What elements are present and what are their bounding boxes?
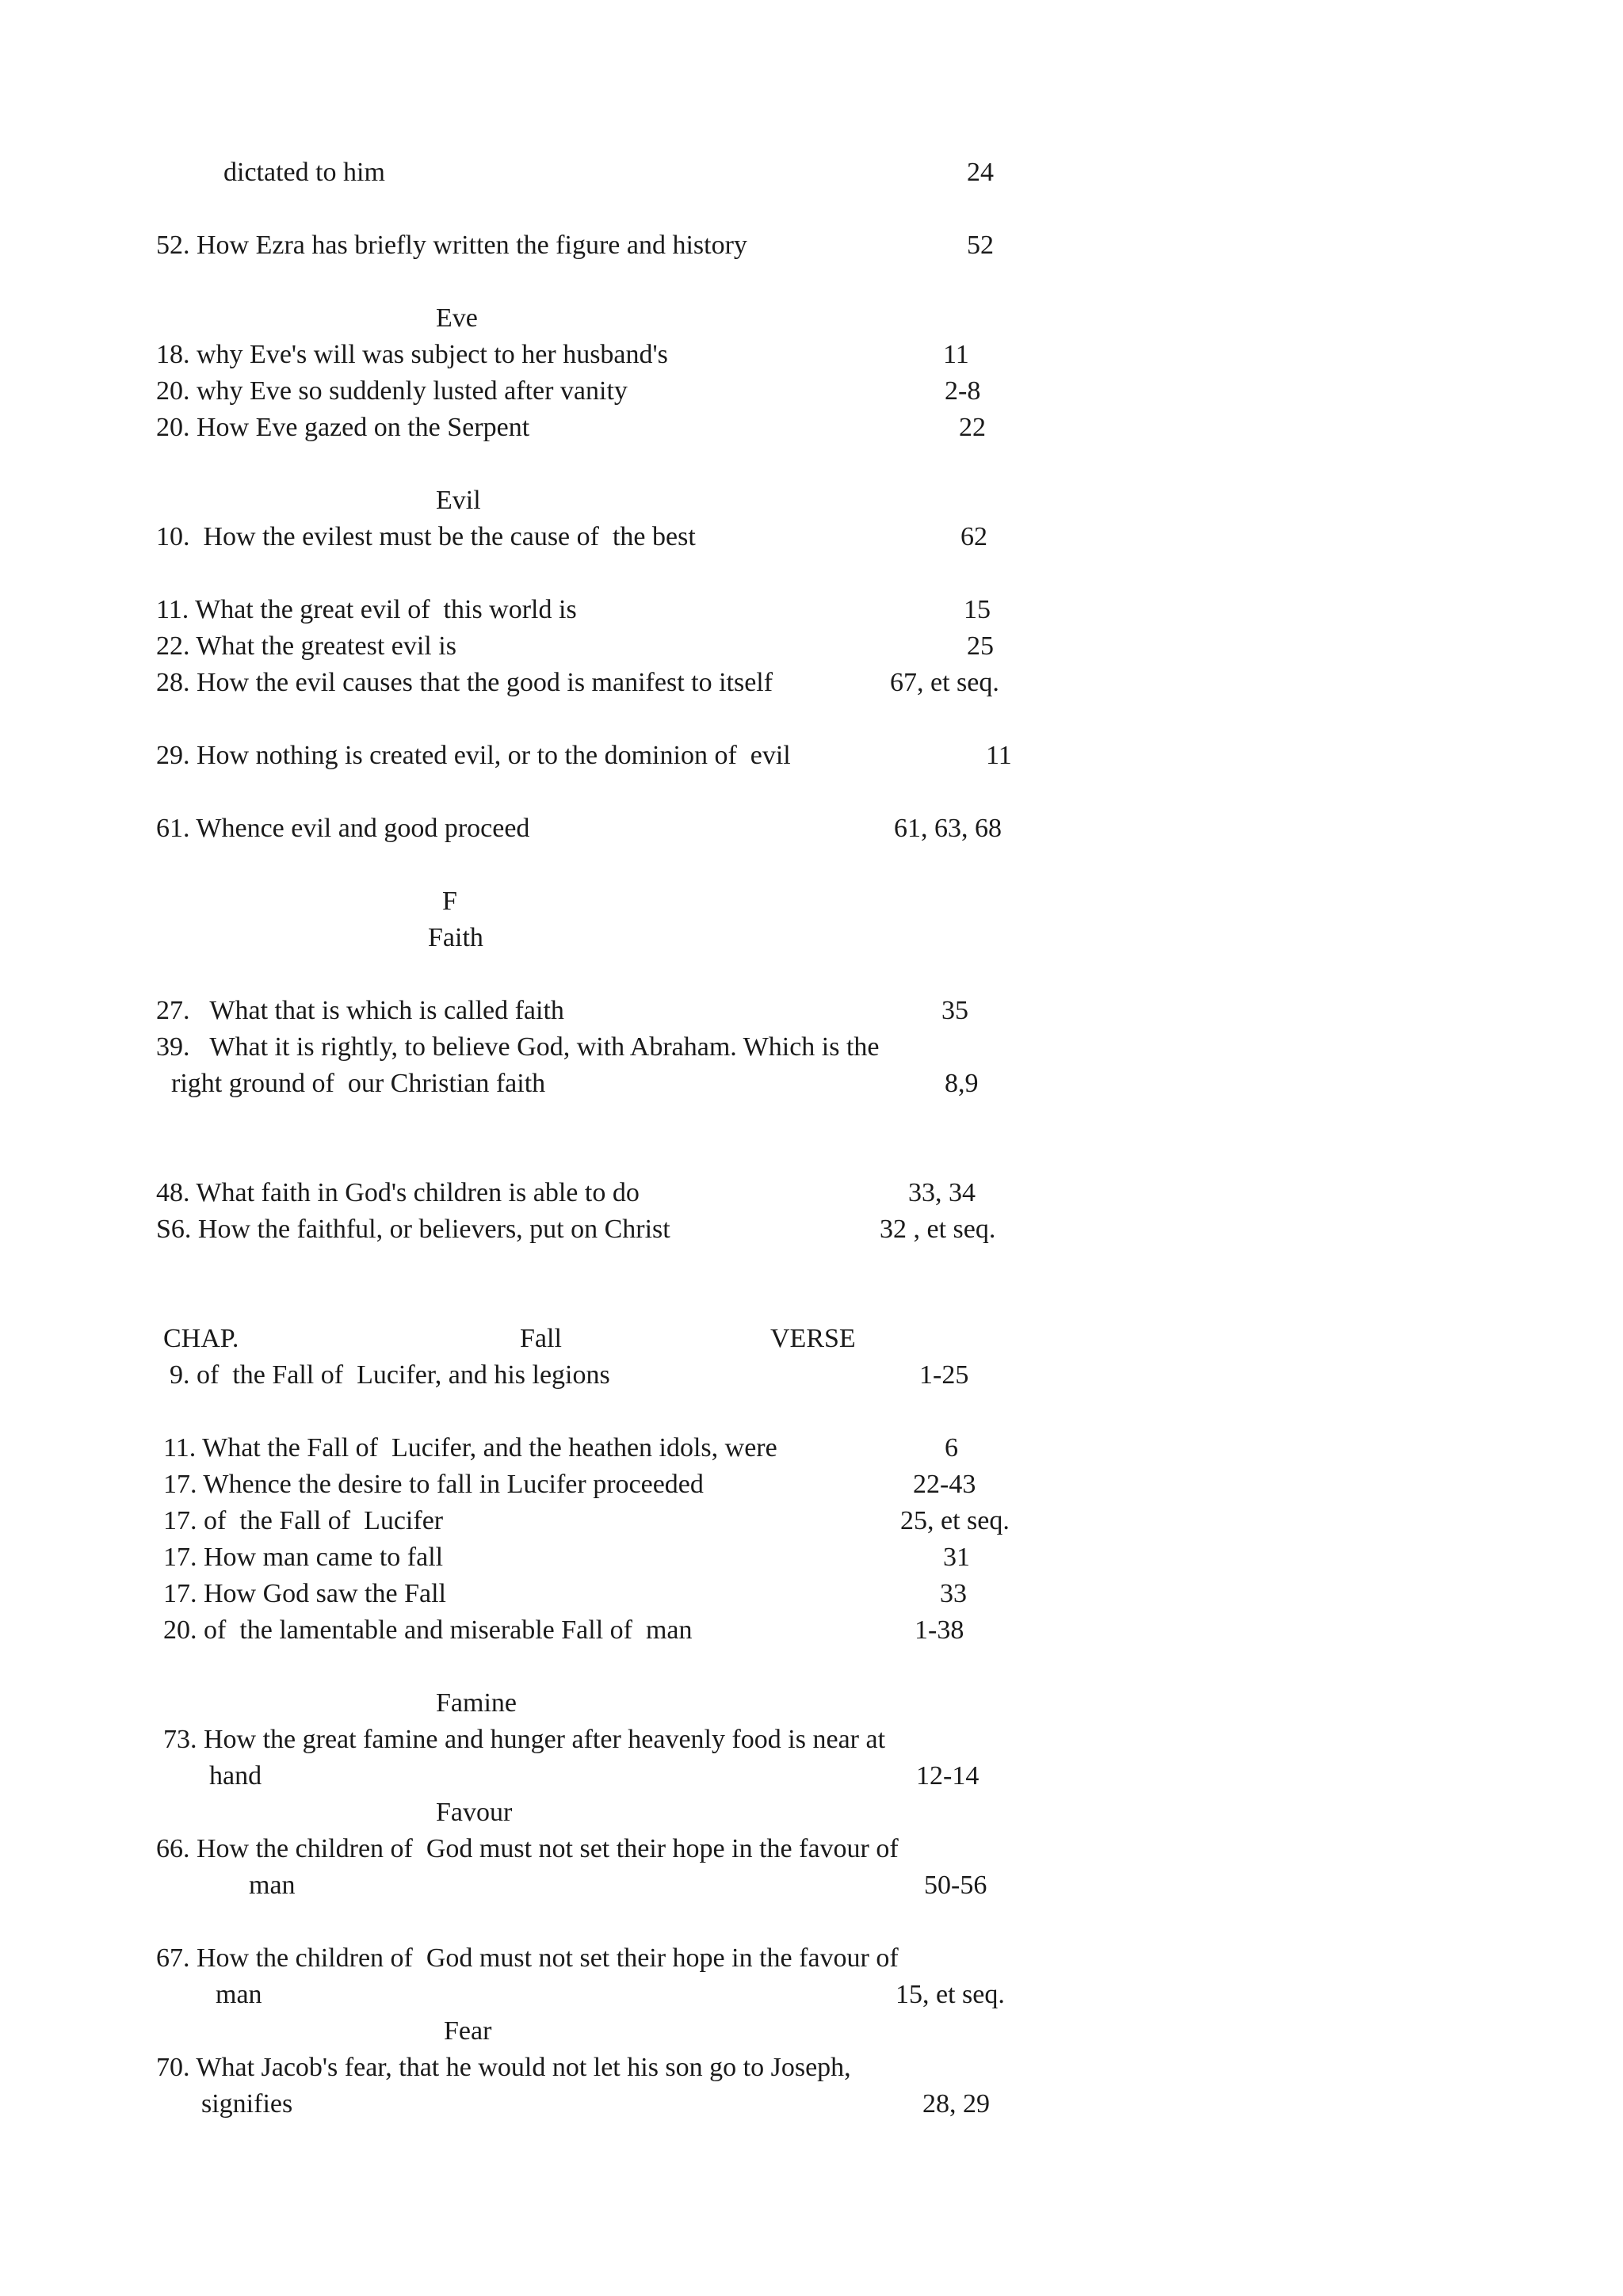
column-header-verse: VERSE xyxy=(770,1324,856,1353)
entry-verse: 22 xyxy=(959,413,986,442)
entry-verse: 61, 63, 68 xyxy=(894,814,1002,843)
letter-heading-f: F xyxy=(442,887,457,916)
entry-verse: 25, et seq. xyxy=(900,1506,1010,1535)
entry-verse: 50-56 xyxy=(924,1871,987,1900)
section-heading-evil: Evil xyxy=(436,486,481,515)
entry-text: 67. How the children of God must not set their hope in the favour of xyxy=(156,1943,899,1973)
entry-verse: 33, 34 xyxy=(908,1178,976,1207)
entry-text: 52. How Ezra has briefly written the figure and history xyxy=(156,231,747,260)
entry-verse: 15 xyxy=(964,595,991,624)
entry-text: 18. why Eve's will was subject to her husband's xyxy=(156,340,668,369)
entry-verse: 28, 29 xyxy=(922,2089,990,2119)
entry-verse: 35 xyxy=(941,996,968,1025)
entry-verse: 15, et seq. xyxy=(896,1980,1005,2009)
entry-text: 20. How Eve gazed on the Serpent xyxy=(156,413,530,442)
entry-verse: 11 xyxy=(943,340,969,369)
entry-text: 22. What the greatest evil is xyxy=(156,631,456,661)
entry-verse: 1-38 xyxy=(915,1615,964,1645)
entry-text: 9. of the Fall of Lucifer, and his legions xyxy=(170,1360,610,1390)
section-heading-fall: Fall xyxy=(520,1324,562,1353)
entry-text: 17. How God saw the Fall xyxy=(163,1579,446,1608)
entry-verse: 2-8 xyxy=(945,376,981,406)
entry-verse: 52 xyxy=(967,231,994,260)
entry-text: 39. What it is rightly, to believe God, with Abraham. Which is the xyxy=(156,1032,880,1062)
entry-text: man xyxy=(216,1980,262,2009)
entry-text: dictated to him xyxy=(223,158,385,187)
entry-verse: 11 xyxy=(986,741,1012,770)
entry-verse: 62 xyxy=(960,522,987,551)
entry-verse: 31 xyxy=(943,1543,970,1572)
entry-verse: 24 xyxy=(967,158,994,187)
section-heading-eve: Eve xyxy=(436,303,478,333)
entry-text: 17. of the Fall of Lucifer xyxy=(163,1506,444,1535)
entry-text: 20. of the lamentable and miserable Fall of man xyxy=(163,1615,693,1645)
entry-text: 48. What faith in God's children is able to do xyxy=(156,1178,640,1207)
entry-text: 61. Whence evil and good proceed xyxy=(156,814,530,843)
entry-verse: 22-43 xyxy=(913,1470,976,1499)
entry-text: 66. How the children of God must not set their hope in the favour of xyxy=(156,1834,899,1863)
entry-text: man xyxy=(249,1871,296,1900)
entry-verse: 1-25 xyxy=(919,1360,969,1390)
entry-verse: 25 xyxy=(967,631,994,661)
entry-text: 10. How the evilest must be the cause of the best xyxy=(156,522,696,551)
entry-verse: 32 , et seq. xyxy=(880,1215,996,1244)
section-heading-fear: Fear xyxy=(444,2016,492,2046)
entry-text: S6. How the faithful, or believers, put on Christ xyxy=(156,1215,670,1244)
entry-text: 11. What the Fall of Lucifer, and the heathen idols, were xyxy=(163,1433,777,1463)
entry-text: 73. How the great famine and hunger after heavenly food is near at xyxy=(163,1725,886,1754)
entry-text: right ground of our Christian faith xyxy=(171,1069,546,1098)
column-header-chap: CHAP. xyxy=(163,1324,239,1353)
entry-text: 28. How the evil causes that the good is manifest to itself xyxy=(156,668,773,697)
entry-verse: 8,9 xyxy=(945,1069,979,1098)
entry-text: 29. How nothing is created evil, or to the dominion of evil xyxy=(156,741,791,770)
section-heading-favour: Favour xyxy=(436,1798,513,1827)
section-heading-famine: Famine xyxy=(436,1688,517,1718)
entry-text: 17. How man came to fall xyxy=(163,1543,444,1572)
entry-text: 11. What the great evil of this world is xyxy=(156,595,577,624)
entry-text: signifies xyxy=(201,2089,293,2119)
entry-text: hand xyxy=(209,1761,262,1791)
entry-text: 27. What that is which is called faith xyxy=(156,996,564,1025)
entry-verse: 6 xyxy=(945,1433,958,1463)
entry-text: 17. Whence the desire to fall in Lucifer proceeded xyxy=(163,1470,704,1499)
entry-verse: 12-14 xyxy=(916,1761,980,1791)
entry-verse: 33 xyxy=(940,1579,967,1608)
entry-verse: 67, et seq. xyxy=(890,668,999,697)
entry-text: 70. What Jacob's fear, that he would not let his son go to Joseph, xyxy=(156,2053,851,2082)
section-heading-faith: Faith xyxy=(428,923,483,952)
entry-text: 20. why Eve so suddenly lusted after vanity xyxy=(156,376,628,406)
